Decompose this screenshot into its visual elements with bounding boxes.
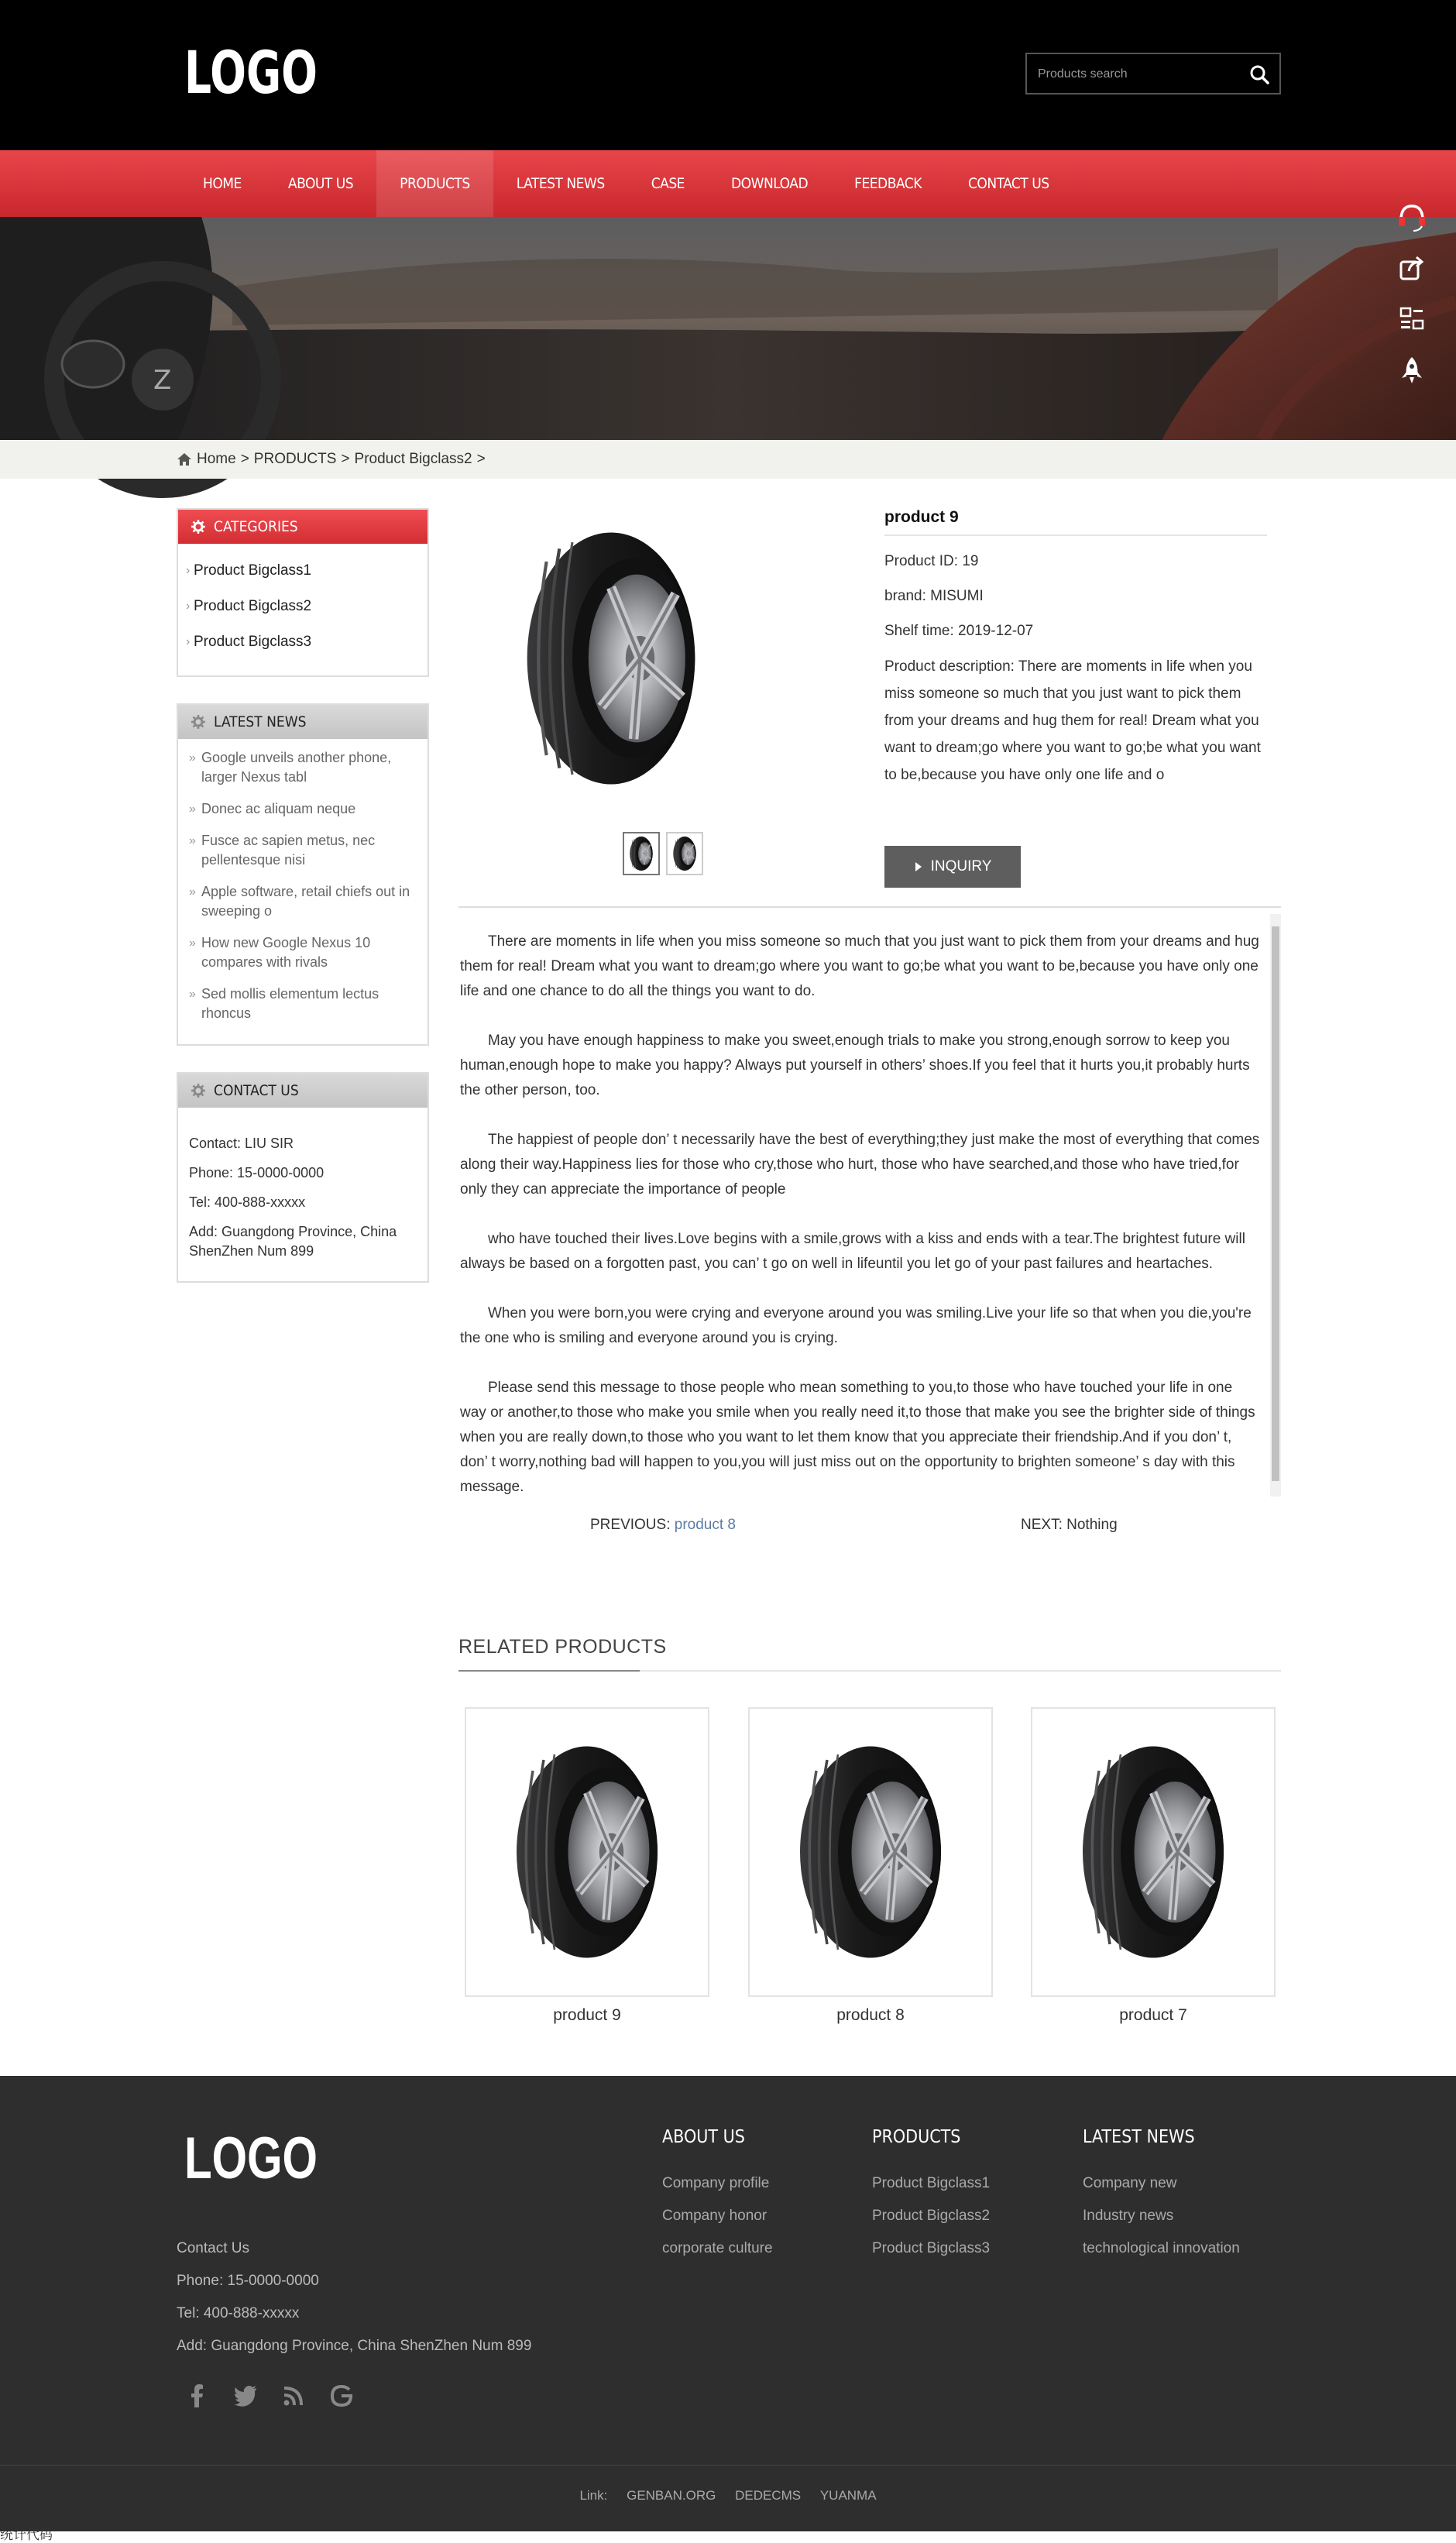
social-links	[184, 2383, 355, 2409]
twitter-link[interactable]	[232, 2383, 259, 2409]
site-logo[interactable]	[184, 38, 321, 107]
next-product	[1021, 1517, 1118, 1534]
search-icon	[1249, 64, 1269, 84]
facebook-link[interactable]	[184, 2383, 211, 2409]
banner-image	[0, 217, 1456, 440]
prev-next-nav	[458, 1517, 1281, 1540]
nav-item-download[interactable]: DOWNLOAD	[730, 175, 809, 192]
gear-icon	[191, 714, 206, 730]
headset-icon	[1396, 201, 1427, 232]
footer-link[interactable]: Product Bigclass2	[872, 2208, 991, 2224]
next-label: NEXT:	[1021, 1517, 1063, 1533]
main-nav	[0, 150, 1456, 217]
google-icon	[331, 2385, 352, 2407]
latest-news-box	[177, 703, 429, 1046]
nav-item-about[interactable]: ABOUT US	[287, 175, 354, 192]
thumbnail-2[interactable]	[666, 832, 703, 875]
customer-service-button[interactable]	[1388, 195, 1436, 239]
contact-address: Add: Guangdong Province, China ShenZhen Num 899	[189, 1224, 397, 1259]
contact-tel: Tel: 400-888-xxxxx	[189, 1194, 306, 1210]
inquiry-label: INQUIRY	[930, 858, 992, 875]
thumbnail-1[interactable]	[623, 832, 660, 875]
friend-links	[0, 2488, 1456, 2503]
category-item[interactable]: › Product Bigclass2	[194, 589, 428, 624]
footer-link[interactable]: Product Bigclass1	[872, 2175, 991, 2191]
inquiry-button[interactable]	[884, 846, 1021, 888]
product-shelf-time: Shelf time: 2019-12-07	[884, 623, 1034, 639]
nav-item-products[interactable]: PRODUCTS	[376, 150, 493, 217]
rocket-icon	[1398, 355, 1426, 386]
breadcrumb-bar	[0, 440, 1456, 479]
qrcode-icon	[1398, 305, 1426, 333]
share-icon	[1398, 254, 1426, 282]
tire-image	[514, 527, 708, 790]
footer-link[interactable]: Product Bigclass3	[872, 2240, 991, 2256]
gear-icon	[191, 519, 206, 534]
next-value: Nothing	[1066, 1517, 1118, 1533]
footer-phone: Phone: 15-0000-0000	[177, 2273, 319, 2289]
floating-toolbar	[1388, 195, 1436, 392]
product-detail-text	[460, 930, 1261, 1524]
nav-item-feedback[interactable]: FEEDBACK	[854, 175, 922, 192]
detail-paragraph: There are moments in life when you miss someone so much that you just want to pick them from your dreams and hug them for real! Dream what you want to dream;go where you want to go;be what you want to be,because you have only one life and one chance to do all the things you want to do.	[460, 933, 1259, 999]
product-thumbnails	[623, 832, 703, 875]
breadcrumb	[177, 451, 486, 468]
footer-divider	[0, 2465, 1456, 2466]
search-button[interactable]	[1247, 62, 1272, 87]
categories-title: CATEGORIES	[214, 518, 298, 535]
rss-link[interactable]	[280, 2383, 307, 2409]
breadcrumb-products[interactable]: PRODUCTS	[253, 451, 337, 467]
footer-tel: Tel: 400-888-xxxxx	[177, 2305, 300, 2321]
category-item[interactable]: › Product Bigclass1	[194, 553, 428, 589]
home-icon	[177, 452, 192, 466]
rss-icon	[283, 2386, 304, 2406]
footer-contact-us: Contact Us	[177, 2240, 249, 2256]
related-product-label[interactable]: product 8	[836, 2006, 905, 2024]
previous-link[interactable]: product 8	[674, 1517, 736, 1533]
footer-link[interactable]: Industry news	[1083, 2208, 1174, 2224]
search-box	[1025, 53, 1281, 95]
logo-text: LOGO	[184, 38, 318, 107]
scrollbar-thumb[interactable]	[1272, 926, 1279, 1481]
footer-logo[interactable]	[184, 2125, 321, 2191]
breadcrumb-separator: >	[476, 451, 486, 467]
gear-icon	[191, 1083, 206, 1098]
previous-label: PREVIOUS:	[590, 1517, 671, 1533]
footer-link[interactable]: corporate culture	[662, 2240, 773, 2256]
news-item[interactable]: » Google unveils another phone, larger Nexus tabl	[189, 748, 420, 787]
nav-item-home[interactable]: HOME	[203, 175, 242, 192]
footer-link[interactable]: Company profile	[662, 2175, 770, 2191]
breadcrumb-bigclass2[interactable]: Product Bigclass2	[354, 451, 472, 467]
related-divider	[458, 1670, 1281, 1672]
footer-link[interactable]: Company honor	[662, 2208, 767, 2224]
stat-code: 统计代码	[0, 2528, 53, 2543]
friend-link[interactable]: GENBAN.ORG	[627, 2488, 716, 2503]
detail-paragraph: Please send this message to those people who mean something to you,to those who have touched your life in one way or another,to those who make you smile when you really need it,to those that make you see the brighter side of things when you are really down,to those who you want to let them know that you appreciate their friendship.And if you don’ t, don’ t worry,nothing bad will happen to you,you will just miss out on the opportunity to brighten someone’ s day with this message.	[460, 1380, 1255, 1495]
search-input[interactable]	[1038, 64, 1239, 85]
footer-news-title: LATEST NEWS	[1083, 2127, 1195, 2147]
breadcrumb-home[interactable]: Home	[197, 451, 236, 467]
breadcrumb-separator: >	[240, 451, 249, 467]
detail-paragraph: When you were born,you were crying and everyone around you was smiling.Live your life so that when you die,you're the one who is smiling and everyone around you is crying.	[460, 1305, 1252, 1346]
footer-link[interactable]: technological innovation	[1083, 2240, 1240, 2256]
latest-news-title: LATEST NEWS	[214, 713, 307, 730]
google-link[interactable]	[328, 2383, 355, 2409]
twitter-icon	[234, 2386, 257, 2406]
news-item[interactable]: » How new Google Nexus 10 compares with rivals	[189, 933, 420, 972]
footer-logo-text: LOGO	[184, 2125, 318, 2191]
detail-paragraph: May you have enough happiness to make you sweet,enough trials to make you strong,enough sorrow to keep you human,enough hope to make you happy? Always put yourself in others’ shoes.If you feel that it hurts you,it probably hurts the other person, too.	[460, 1033, 1250, 1098]
product-main-image[interactable]	[514, 527, 708, 790]
qrcode-button[interactable]	[1388, 297, 1436, 341]
news-item[interactable]: » Sed mollis elementum lectus rhoncus	[189, 985, 420, 1023]
news-item[interactable]: » Fusce ac sapien metus, nec pellentesque nisi	[189, 831, 420, 870]
footer-about-title: ABOUT US	[662, 2127, 745, 2147]
product-brand: brand: MISUMI	[884, 588, 984, 604]
nav-item-contact[interactable]: CONTACT US	[967, 175, 1049, 192]
tire-thumb	[628, 836, 654, 871]
back-to-top-button[interactable]	[1388, 349, 1436, 392]
nav-item-case[interactable]: CASE	[651, 175, 685, 192]
contact-phone: Phone: 15-0000-0000	[189, 1165, 325, 1180]
product-info	[884, 502, 1267, 789]
detail-paragraph: who have touched their lives.Love begins with a smile,grows with a kiss and ends with a tear.The brightest future will always be based on a forgotten past, you can’ t go on well in lifeuntil you let go of your past failures and heartaches.	[460, 1231, 1245, 1272]
related-product-label[interactable]: product 9	[553, 2006, 621, 2024]
previous-product	[590, 1517, 736, 1534]
news-item[interactable]: » Apple software, retail chiefs out in sweeping o	[189, 882, 420, 921]
friend-links-label: Link:	[579, 2488, 608, 2503]
site-header	[0, 0, 1456, 150]
svg-text:Z: Z	[153, 365, 172, 396]
news-item[interactable]: » Donec ac aliquam neque	[189, 799, 420, 819]
footer-products-title: PRODUCTS	[872, 2127, 961, 2147]
contact-header	[178, 1074, 428, 1108]
product-id: Product ID: 19	[884, 553, 979, 569]
contact-box	[177, 1072, 429, 1283]
product-detail-area	[458, 906, 1281, 1495]
site-footer	[0, 2076, 1456, 2531]
footer-link[interactable]: Company new	[1083, 2175, 1177, 2191]
tire-image	[789, 1740, 952, 1964]
contact-person: Contact: LIU SIR	[189, 1136, 294, 1151]
tire-thumb	[671, 836, 698, 871]
related-product-card[interactable]	[465, 1707, 709, 1997]
footer-address: Add: Guangdong Province, China ShenZhen Num 899	[177, 2338, 532, 2354]
page-banner	[0, 217, 1456, 440]
nav-item-latest-news[interactable]: LATEST NEWS	[516, 175, 605, 192]
product-title: product 9	[884, 502, 1267, 536]
contact-title: CONTACT US	[214, 1082, 299, 1099]
tire-image	[1072, 1740, 1235, 1964]
friend-link[interactable]: DEDECMS	[735, 2488, 802, 2503]
facebook-icon	[191, 2384, 204, 2407]
related-products-title: RELATED PRODUCTS	[458, 1636, 667, 1658]
category-item[interactable]: › Product Bigclass3	[194, 624, 428, 660]
product-description: Product description: There are moments in life when you miss someone so much that you just want to pick them from your dreams and hug them for real! Dream what you want to dream;go where you want to go;be what you want to be,because you have only one life and o	[884, 658, 1261, 783]
share-button[interactable]	[1388, 246, 1436, 290]
latest-news-header	[178, 705, 428, 739]
tire-image	[506, 1740, 668, 1964]
breadcrumb-separator: >	[341, 451, 350, 467]
related-product-card[interactable]	[1031, 1707, 1276, 1997]
related-product-card[interactable]	[748, 1707, 993, 1997]
related-product-label[interactable]: product 7	[1119, 2006, 1187, 2024]
detail-scrollbar[interactable]	[1270, 914, 1281, 1497]
play-arrow-icon	[914, 861, 923, 873]
categories-box	[177, 508, 429, 677]
categories-header	[178, 510, 428, 544]
friend-link[interactable]: YUANMA	[819, 2488, 877, 2503]
detail-paragraph: The happiest of people don’ t necessarily have the best of everything;they just make the most of everything that comes along their way.Happiness lies for those who cry,those who hurt, those who have searched,and those who have tried,for only they can appreciate the importance of people	[460, 1132, 1260, 1198]
